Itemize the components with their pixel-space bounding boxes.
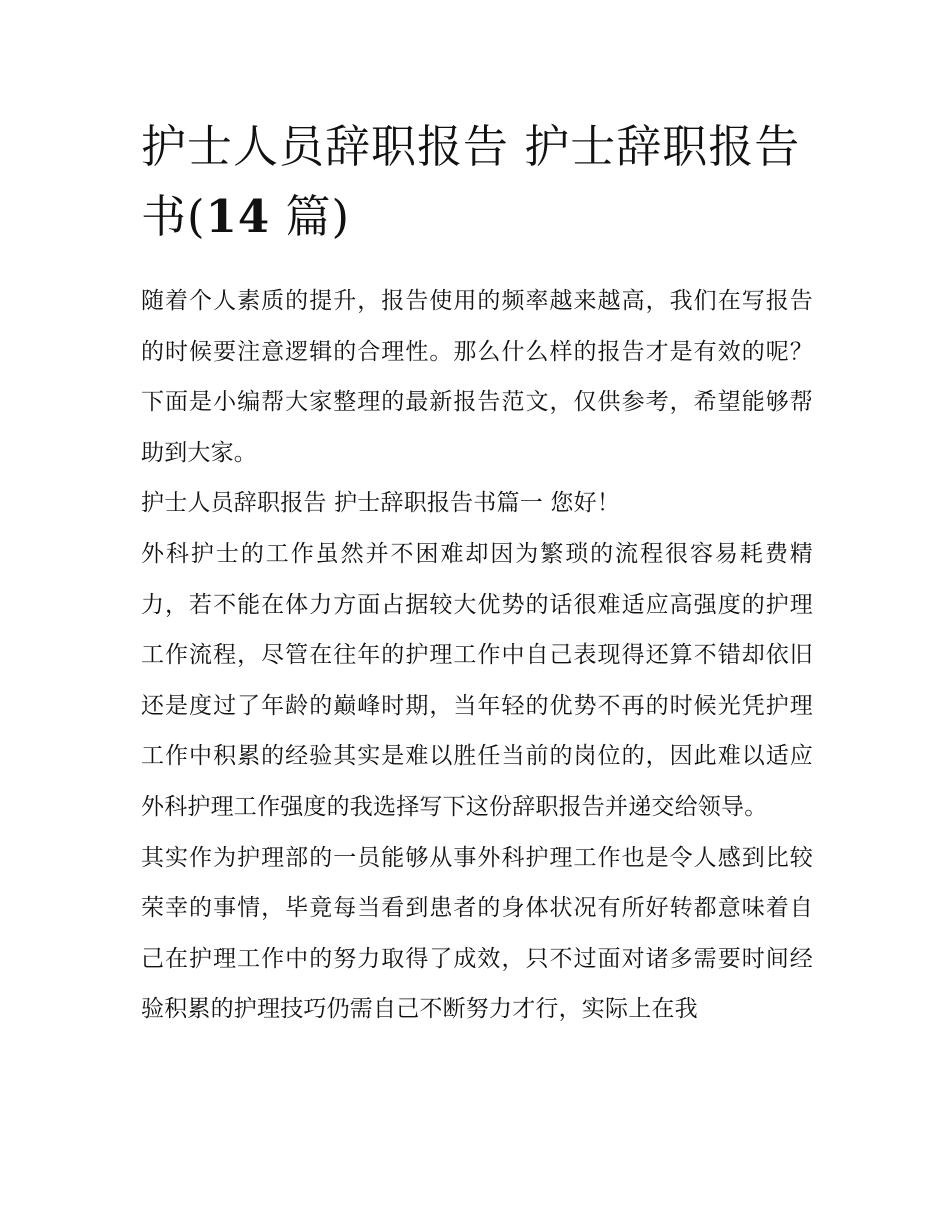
body-paragraph: 其实作为护理部的一员能够从事外科护理工作也是令人感到比较荣幸的事情，毕竟每当看到患者的身体状况有所好转都意味着自己在护理工作中的努力取得了成效，只不过面对诸多需要时间经验积累的护理技巧仍需自己不断努力才行，实际上在我 (141, 844, 813, 1023)
intro-paragraph: 随着个人素质的提升，报告使用的频率越来越高，我们在写报告的时候要注意逻辑的合理性。那么什么样的报告才是有效的呢？下面是小编帮大家整理的最新报告范文，仅供参考，希望能够帮助到大家。 (141, 288, 813, 466)
section-heading-paragraph: 护士人员辞职报告 护士辞职报告书篇一 您好！ (141, 490, 621, 517)
title-suffix: 篇) (270, 190, 351, 243)
body-paragraph: 外科护士的工作虽然并不困难却因为繁琐的流程很容易耗费精力，若不能在体力方面占据较大优势的话很难适应高强度的护理工作流程，尽管在往年的护理工作中自己表现得还算不错却依旧还是度过了年龄的巅峰时期，当年轻的优势不再的时候光凭护理工作中积累的经验其实是难以胜任当前的岗位的，因此难以适应外科护理工作强度的我选择写下这份辞职报告并递交给领导。 (141, 540, 813, 820)
document-page (141, 112, 813, 1035)
document-body (141, 276, 813, 1035)
document-title (141, 112, 813, 252)
title-text: 护士人员辞职报告 护士辞职报告书( (141, 120, 801, 243)
title-count: 14 (205, 190, 271, 243)
